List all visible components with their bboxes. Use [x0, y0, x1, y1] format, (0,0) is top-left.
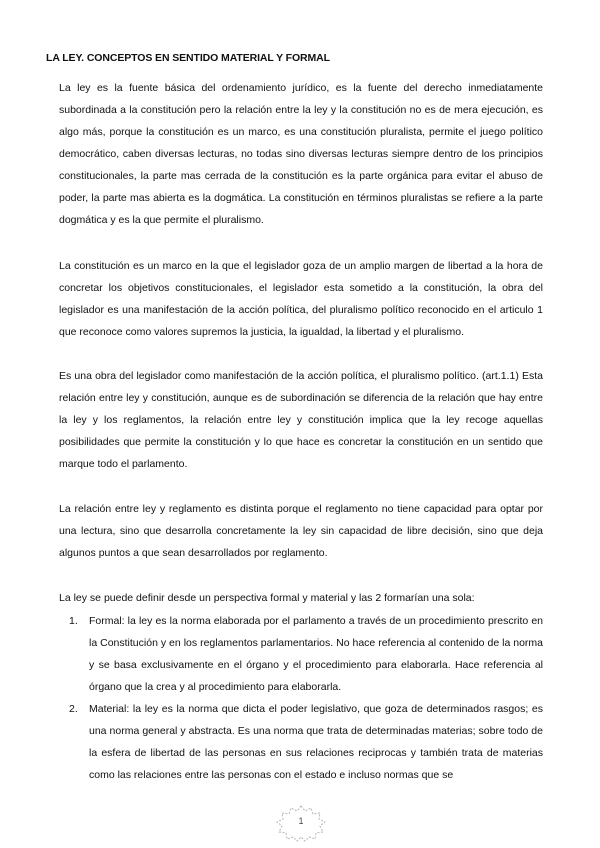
page-number: 1 — [298, 816, 304, 826]
paragraph-3: Es una obra del legislador como manifestación de la acción política, el pluralismo político. (art.1.1) Esta relación entre ley y constitución, aunque es de subordinación se diferencia de la relación que hay entre la ley y los reglamentos, la relación entre ley y constitución implica que la ley recoge aquellas posibilidades que permite la constitución y lo que hace es concretar la constitución en un sentido que marque todo el parlamento. — [59, 370, 543, 470]
list-item-material — [59, 698, 543, 786]
list-text: Material: la ley es la norma que dicta el poder legislativo, que goza de determinados rasgos; es una norma general y abstracta. Es una norma que trata de determinadas materias; sobre todo de la esfera de libertad de las personas en sus relaciones reciprocas y también trata de materias como las relaciones entre las personas con el estado e incluso normas que se — [89, 703, 543, 781]
paragraph-4: La relación entre ley y reglamento es distinta porque el reglamento no tiene capacidad para optar por una lectura, sino que desarrolla concretamente la ley sin capacidad de libre decisión, sino que deja algunos puntos a que sean desarrollados por reglamento. — [59, 503, 543, 559]
paragraph-2: La constitución es un marco en la que el legislador goza de un amplio margen de libertad a la hora de concretar los objetivos constitucionales, el legislador esta sometido a la constitución, la obra del legislador es una manifestación de la acción política, del pluralismo político reconocido en el articulo 1 que reconoce como valores supremos la justicia, la igualdad, la libertad y el pluralismo. — [59, 260, 543, 338]
list-number: 2. — [69, 703, 78, 715]
list-number: 1. — [69, 615, 78, 627]
list-item-formal — [59, 610, 543, 698]
paragraph-5: La ley se puede definir desde un perspectiva formal y material y las 2 formarían una sola: — [59, 592, 475, 604]
list-text: Formal: la ley es la norma elaborada por el parlamento a través de un procedimiento prescrito en la Constitución y en los reglamentos parlamentarios. No hace referencia al contenido de la norma y se basa exclusivamente en el órgano y el procedimiento para elaborarla. Hace referencia al órgano que la crea y al procedimiento para elaborarla. — [89, 615, 543, 693]
paragraph-1: La ley es la fuente básica del ordenamiento jurídico, es la fuente del derecho inmediatamente subordinada a la constitución pero la relación entre la ley y la constitución no es de mera ejecución, es algo más, porque la constitución es un marco, es una constitución pluralista, permite el juego político democrático, caben diversas lecturas, no todas sino diversas lecturas siempre dentro de los principios constitucionales, la parte mas cerrada de la constitución es la parte orgánica para evitar el abuso de poder, la parte mas abierta es la dogmática. La constitución en términos pluralistas se refiere a la parte dogmática y es la que permite el pluralismo. — [59, 82, 543, 226]
page-number-badge — [274, 804, 328, 842]
document-title: LA LEY. CONCEPTOS EN SENTIDO MATERIAL Y FORMAL — [46, 52, 330, 64]
definition-list — [59, 610, 543, 786]
